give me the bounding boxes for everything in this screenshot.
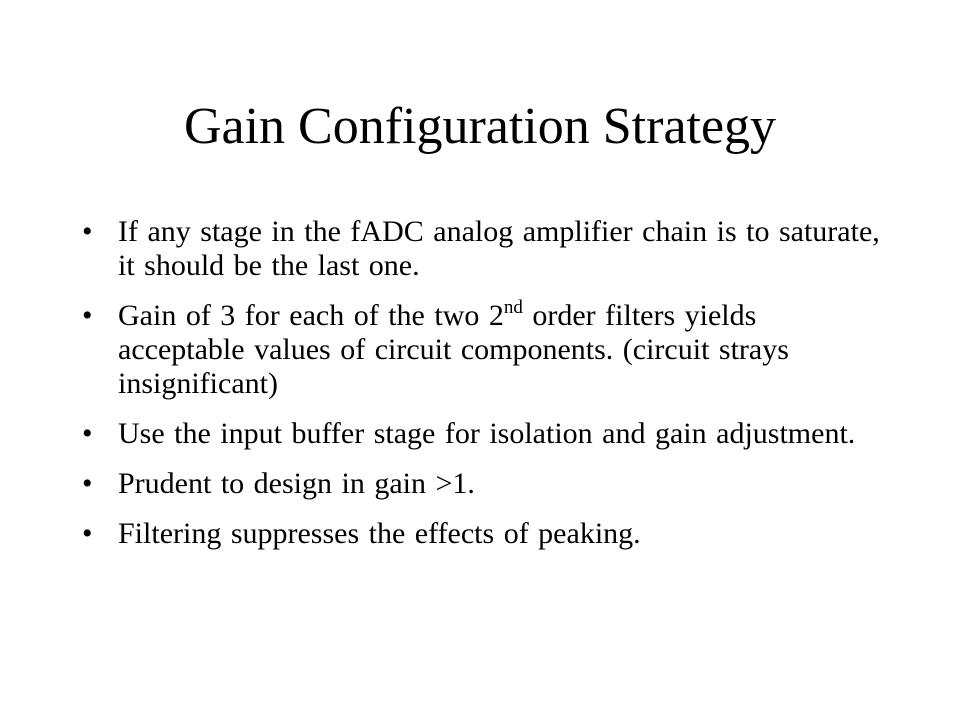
bullet-text: Filtering suppresses the effects of peaking. xyxy=(118,517,641,550)
bullet-marker: • xyxy=(82,299,93,332)
bullet-marker: • xyxy=(82,215,93,248)
bullet-item xyxy=(80,299,880,401)
bullet-text: Use the input buffer stage for isolation and gain adjustment. xyxy=(118,417,856,450)
bullet-text-part: order filters yields acceptable values of circuit components. (circuit strays insignificant) xyxy=(118,299,789,400)
slide-title: Gain Configuration Strategy xyxy=(183,98,777,155)
bullet-text: If any stage in the fADC analog amplifier chain is to saturate, it should be the last one. xyxy=(118,215,880,282)
bullet-marker: • xyxy=(82,417,93,450)
ordinal-superscript: nd xyxy=(503,297,523,318)
bullet-text-part: Gain of 3 for each of the two 2 xyxy=(118,299,504,332)
bullet-item xyxy=(80,467,880,501)
bullet-item xyxy=(80,517,880,551)
bullet-item xyxy=(80,417,880,451)
bullet-text: Prudent to design in gain >1. xyxy=(118,467,475,500)
bullet-text xyxy=(118,299,880,401)
bullet-marker: • xyxy=(82,517,93,550)
bullet-marker: • xyxy=(82,467,93,500)
bullet-list xyxy=(80,215,880,567)
bullet-item xyxy=(80,215,880,283)
